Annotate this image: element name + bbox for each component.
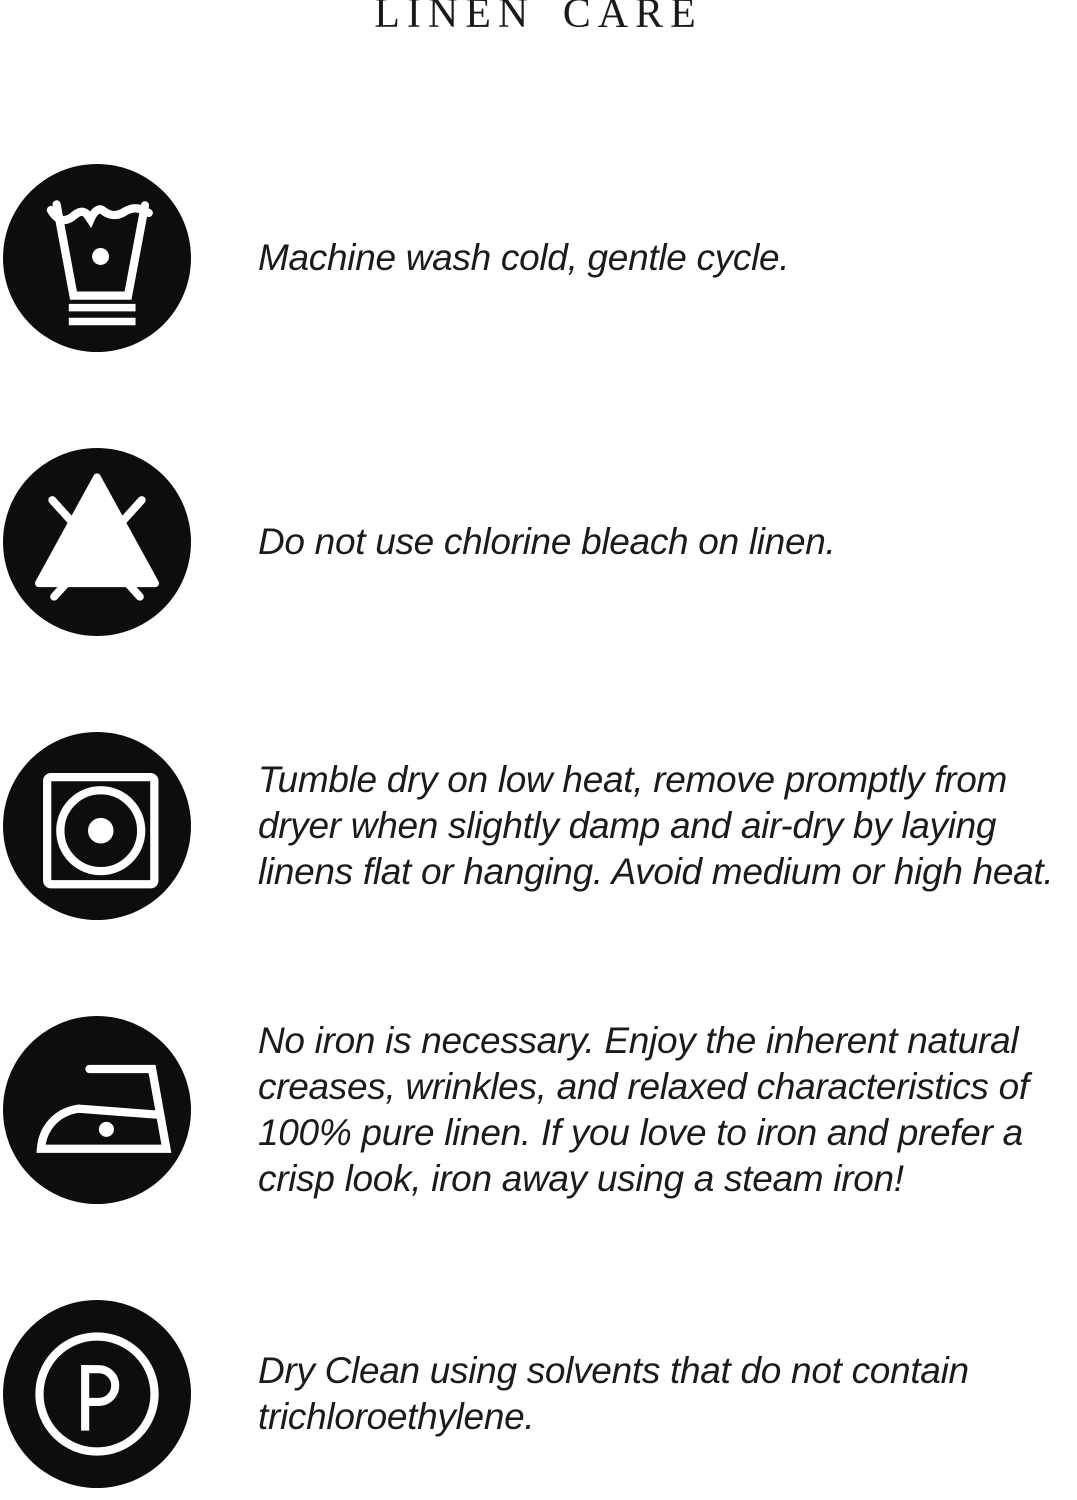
care-text: Dry Clean using solvents that do not contain trichloroethylene. (258, 1350, 969, 1437)
machine-wash-icon (3, 164, 191, 352)
care-row-tumble-dry (3, 732, 1077, 920)
care-row-dry-clean (3, 1300, 1077, 1488)
iron-icon (3, 1016, 191, 1204)
care-text: Do not use chlorine bleach on linen. (258, 521, 836, 563)
care-text: Tumble dry on low heat, remove promptly from dryer when slightly damp and air-dry by laying linens flat or hanging. Avoid medium or high heat. (258, 759, 1054, 892)
care-text: No iron is necessary. Enjoy the inherent natural creases, wrinkles, and relaxed characteristics of 100% pure linen. If you love to iron and prefer a crisp look, iron away using a steam iron! (258, 1020, 1029, 1199)
page-title: LINEN CARE (374, 0, 703, 37)
care-text: Machine wash cold, gentle cycle. (258, 237, 790, 279)
do-not-bleach-icon (3, 448, 191, 636)
care-instruction-list (0, 164, 1077, 1488)
care-row-do-not-bleach (3, 448, 1077, 636)
dry-clean-icon (3, 1300, 191, 1488)
care-row-iron (3, 1016, 1077, 1204)
tumble-dry-icon (3, 732, 191, 920)
care-row-machine-wash (3, 164, 1077, 352)
